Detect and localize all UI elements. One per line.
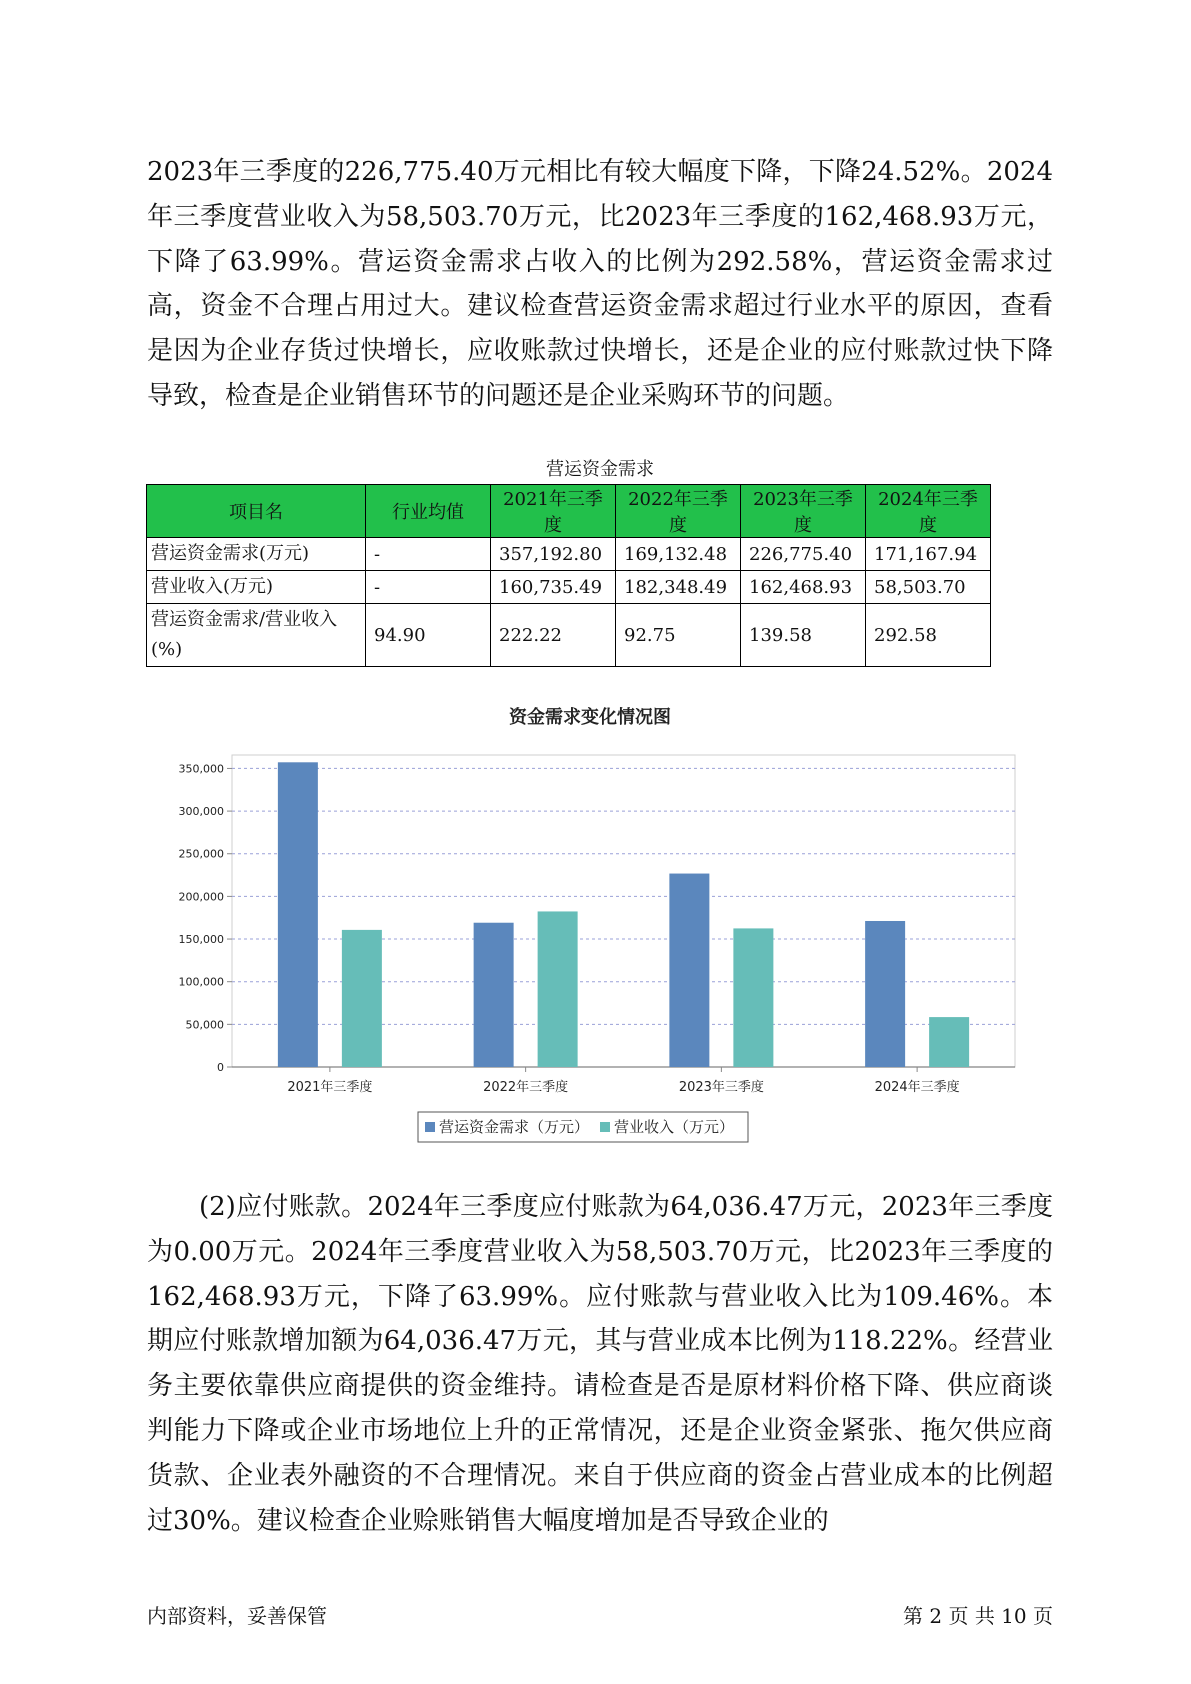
cell: 292.58 bbox=[866, 604, 991, 667]
y-tick-label: 250,000 bbox=[178, 847, 224, 861]
cell: - bbox=[366, 571, 491, 604]
cell: 92.75 bbox=[616, 604, 741, 667]
x-tick-label: 2021年三季度 bbox=[287, 1080, 373, 1095]
bar-revenue bbox=[342, 930, 382, 1067]
bar-working-capital bbox=[474, 923, 514, 1067]
cell: - bbox=[366, 538, 491, 571]
y-tick-label: 50,000 bbox=[185, 1018, 224, 1032]
row-label: 营运资金需求/营业收入(%) bbox=[147, 604, 366, 667]
footer-page-number: 第 2 页 共 10 页 bbox=[903, 1604, 1053, 1628]
cell: 169,132.48 bbox=[616, 538, 741, 571]
table-row bbox=[147, 571, 991, 604]
cell: 94.90 bbox=[366, 604, 491, 667]
x-tick-label: 2024年三季度 bbox=[874, 1080, 960, 1095]
y-tick-label: 300,000 bbox=[178, 805, 224, 819]
table-row bbox=[147, 538, 991, 571]
row-label: 营运资金需求(万元) bbox=[147, 538, 366, 571]
bar-revenue bbox=[733, 928, 773, 1067]
bar-working-capital bbox=[865, 921, 905, 1067]
y-tick-label: 150,000 bbox=[178, 933, 224, 947]
y-tick-label: 350,000 bbox=[178, 762, 224, 776]
y-tick-label: 200,000 bbox=[178, 890, 224, 904]
bar-working-capital bbox=[669, 874, 709, 1067]
y-tick-label: 100,000 bbox=[178, 975, 224, 989]
table-header-row bbox=[147, 485, 991, 538]
header-2023q3: 2023年三季度 bbox=[741, 485, 866, 538]
cell: 58,503.70 bbox=[866, 571, 991, 604]
body-paragraph-1: 2023年三季度的226,775.40万元相比有较大幅度下降，下降24.52%。2024年三季度营业收入为58,503.70万元，比2023年三季度的162,468.93万元，下降了63.99%。营运资金需求占收入的比例为292.58%，营运资金需求过高，资金不合理占用过大。建议检查营运资金需求超过行业水平的原因，查看是因为企业存货过快增长，应收账款过快增长，还是企业的应付账款过快下降导致，检查是企业销售环节的问题还是企业采购环节的问题。 bbox=[147, 157, 1053, 411]
table-row bbox=[147, 604, 991, 667]
x-tick-label: 2022年三季度 bbox=[483, 1080, 569, 1095]
cell: 160,735.49 bbox=[491, 571, 616, 604]
x-axis-ticks bbox=[287, 1067, 959, 1095]
bar-revenue bbox=[538, 911, 578, 1067]
working-capital-table bbox=[146, 484, 991, 667]
row-label: 营业收入(万元) bbox=[147, 571, 366, 604]
bar-chart bbox=[140, 700, 1040, 1150]
cell: 357,192.80 bbox=[491, 538, 616, 571]
legend-swatch-working-capital bbox=[425, 1122, 435, 1132]
header-2024q3: 2024年三季度 bbox=[866, 485, 991, 538]
cell: 139.58 bbox=[741, 604, 866, 667]
cell: 182,348.49 bbox=[616, 571, 741, 604]
body-paragraph-2: (2)应付账款。2024年三季度应付账款为64,036.47万元，2023年三季度为0.00万元。2024年三季度营业收入为58,503.70万元，比2023年三季度的162,468.93万元，下降了63.99%。应付账款与营业收入比为109.46%。本期应付账款增加额为64,036.47万元，其与营业成本比例为118.22%。经营业务主要依靠供应商提供的资金维持。请检查是否是原材料价格下降、供应商谈判能力下降或企业市场地位上升的正常情况，还是企业资金紧张、拖欠供应商货款、企业表外融资的不合理情况。来自于供应商的资金占营业成本的比例超过30%。建议检查企业赊账销售大幅度增加是否导致企业的 bbox=[147, 1192, 1053, 1536]
legend-swatch-revenue bbox=[600, 1122, 610, 1132]
table-caption: 营运资金需求 bbox=[546, 459, 654, 480]
chart-title: 资金需求变化情况图 bbox=[509, 707, 671, 728]
header-industry-avg: 行业均值 bbox=[366, 485, 491, 538]
cell: 222.22 bbox=[491, 604, 616, 667]
header-2022q3: 2022年三季度 bbox=[616, 485, 741, 538]
cell: 226,775.40 bbox=[741, 538, 866, 571]
bar-working-capital bbox=[278, 762, 318, 1067]
cell: 162,468.93 bbox=[741, 571, 866, 604]
legend-label-working-capital: 营运资金需求（万元） bbox=[439, 1118, 590, 1136]
header-item-name: 项目名 bbox=[147, 485, 366, 538]
x-tick-label: 2023年三季度 bbox=[678, 1080, 764, 1095]
bar-revenue bbox=[929, 1017, 969, 1067]
header-2021q3: 2021年三季度 bbox=[491, 485, 616, 538]
y-axis-ticks bbox=[179, 762, 233, 1074]
cell: 171,167.94 bbox=[866, 538, 991, 571]
footer-confidential-note: 内部资料，妥善保管 bbox=[147, 1604, 327, 1628]
y-tick-label: 0 bbox=[217, 1061, 224, 1074]
legend-label-revenue: 营业收入（万元） bbox=[614, 1118, 735, 1136]
